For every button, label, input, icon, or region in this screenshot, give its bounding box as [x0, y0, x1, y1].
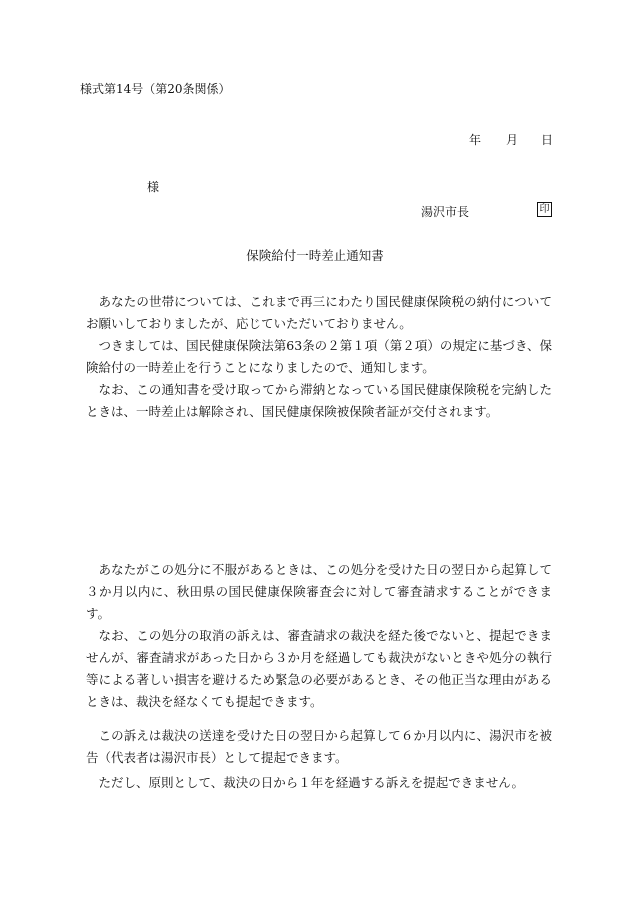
notice-paragraph-2: つきましては、国民健康保険法第63条の２第１項（第２項）の規定に基づき、保険給付の一時差止を行うことになりましたので、通知します。 — [86, 338, 552, 375]
appeal-paragraph-3: この訴えは裁決の送達を受けた日の翌日から起算して６か月以内に、湯沢市を被告（代表者は湯沢市長）として提起できます。 — [86, 728, 552, 765]
seal-stamp: 印 — [537, 202, 552, 217]
notice-paragraph-1: あなたの世帯については、これまで再三にわたり国民健康保険税の納付についてお願いしておりましたが、応じていただいておりません。 — [86, 294, 552, 331]
date-year-label: 年 — [469, 133, 482, 147]
date-month-label: 月 — [506, 133, 519, 147]
appeal-paragraph-2: なお、この処分の取消の訴えは、審査請求の裁決を経た後でないと、提起できませんが、審査請求があった日から３か月を経過しても裁決がないときや処分の執行等による著しい損害を避けるため緊急の必要があるとき、その他正当な理由があるときは、裁決を経なくても提起できます。 — [86, 628, 552, 709]
addressee-suffix: 様 — [147, 180, 160, 194]
notice-paragraph-3: なお、この通知書を受け取ってから滞納となっている国民健康保険税を完納したときは、一時差止は解除され、国民健康保険被保険者証が交付されます。 — [86, 382, 552, 419]
form-number: 様式第14号（第20条関係） — [80, 82, 231, 96]
date-day-label: 日 — [541, 133, 554, 147]
appeal-paragraph-1: あなたがこの処分に不服があるときは、この処分を受けた日の翌日から起算して３か月以内に、秋田県の国民健康保険審査会に対して審査請求することができます。 — [86, 562, 552, 621]
appeal-paragraph-4: ただし、原則として、裁決の日から１年を経過する訴えを提起できません。 — [98, 775, 525, 790]
issuer-name: 湯沢市長 — [421, 205, 470, 219]
document-title: 保険給付一時差止通知書 — [246, 248, 384, 263]
